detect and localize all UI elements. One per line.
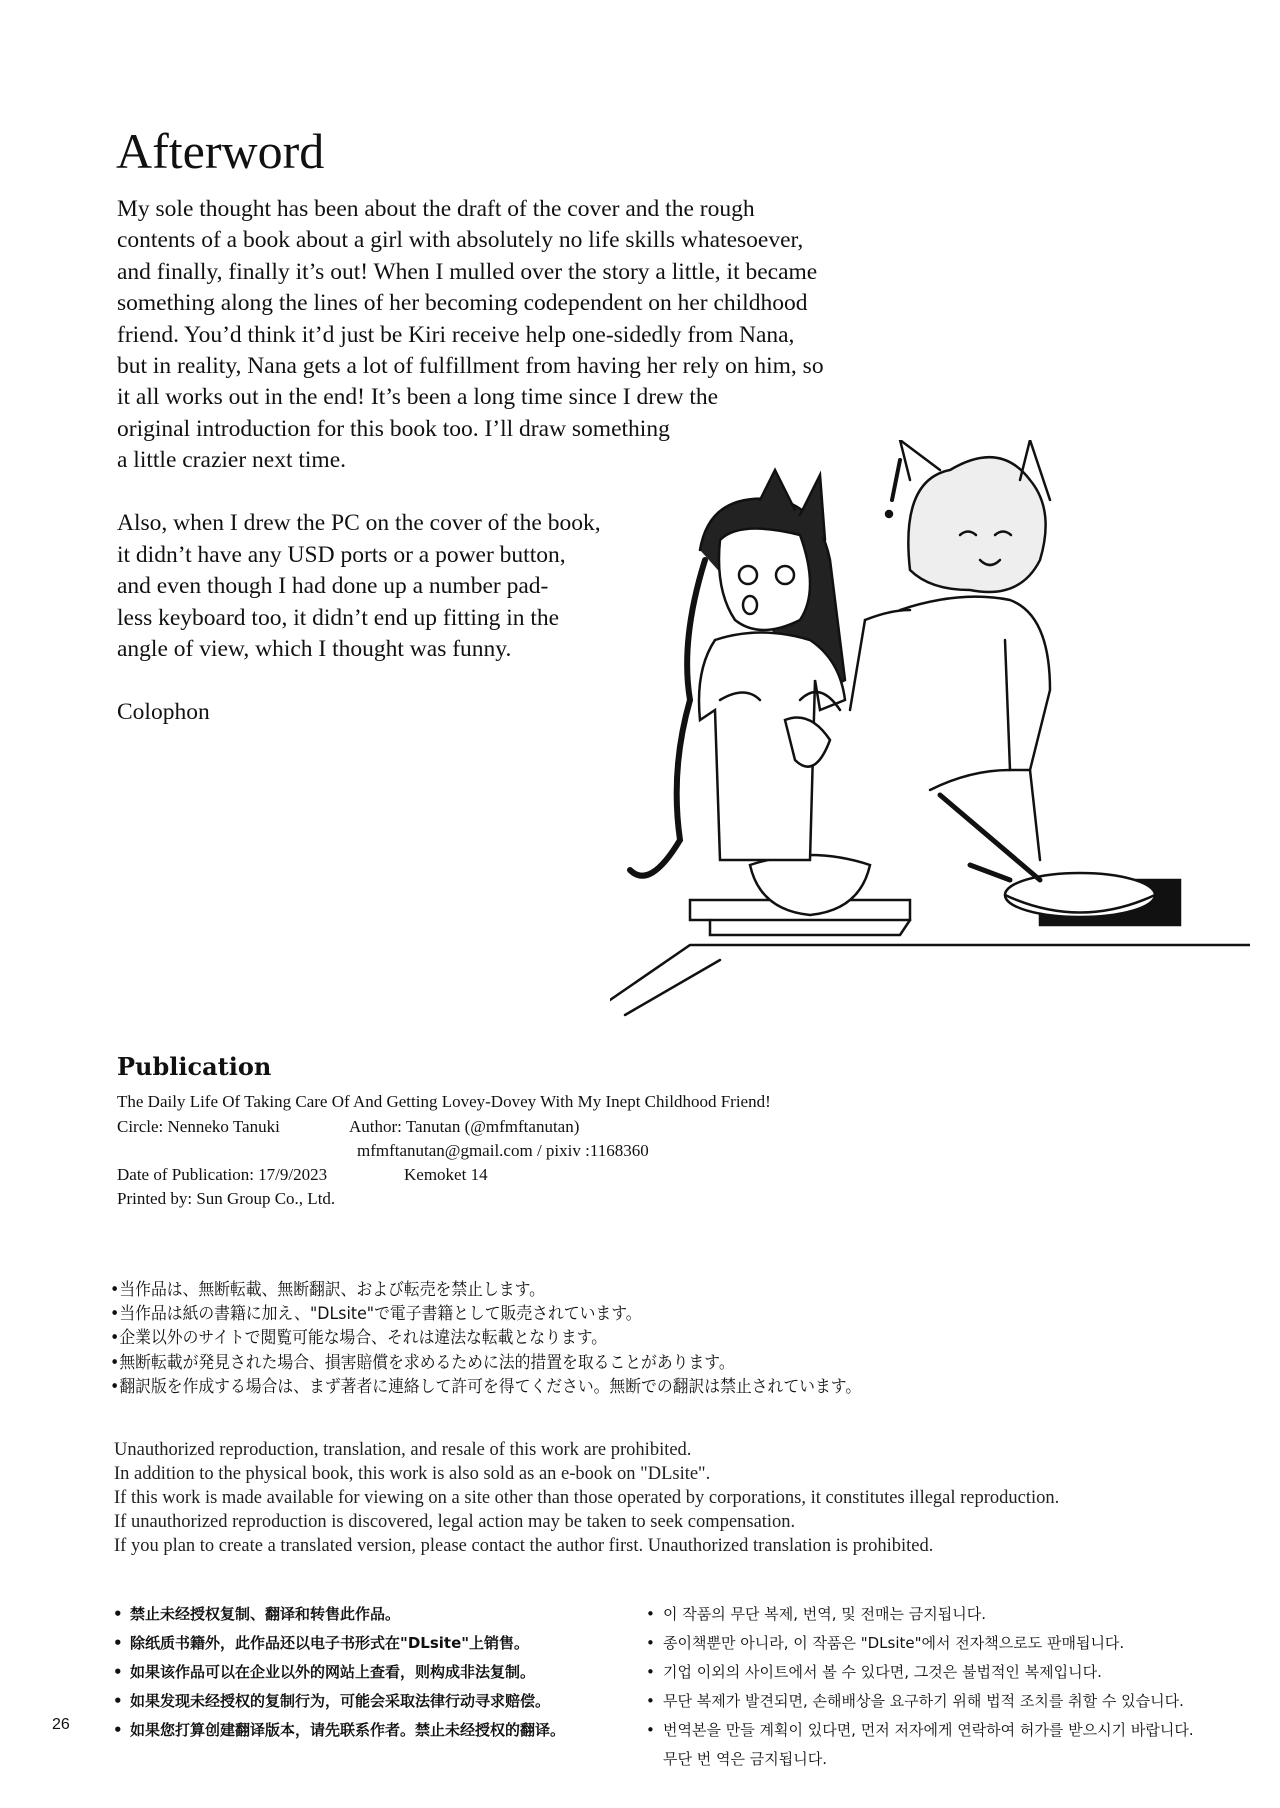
notice-en: If this work is made available for viewing on a site other than those operated by corporations, it constitutes illegal reproduction.: [114, 1488, 1060, 1508]
bullet: •: [113, 1605, 123, 1623]
body-line: angle of view, which I thought was funny.: [117, 636, 512, 662]
body-line: something along the lines of her becoming codependent on her childhood: [117, 290, 808, 316]
notice-ko: [646, 1632, 1124, 1653]
body-line: but in reality, Nana gets a lot of fulfillment from having her rely on him, so: [117, 353, 824, 379]
bullet: •: [113, 1634, 123, 1652]
cooking-illustration: [610, 440, 1250, 1040]
spatula: [940, 795, 1040, 880]
notice-en: If unauthorized reproduction is discovered, legal action may be taken to seek compensation.: [114, 1512, 796, 1532]
body-line: friend. You’d think it’d just be Kiri receive help one-sidedly from Nana,: [117, 322, 795, 348]
author-name: Author: Tanutan (@mfmftanutan): [349, 1117, 580, 1136]
exclamation-mark: [892, 460, 900, 500]
body-line: a little crazier next time.: [117, 447, 347, 473]
notice-zh: [113, 1661, 535, 1682]
notice-zh-text: 如果您打算创建翻译版本，请先联系作者。禁止未经授权的翻译。: [130, 1721, 566, 1739]
publication-date: Date of Publication: 17/9/2023: [117, 1165, 328, 1184]
page-number: 26: [52, 1716, 70, 1733]
afterword-title: Afterword: [116, 123, 325, 179]
notice-ko: 무단 번 역은 금지됩니다.: [663, 1750, 827, 1768]
girl-figure: [630, 470, 845, 876]
body-line: original introduction for this book too. I’ll draw something: [117, 416, 670, 442]
printer: Printed by: Sun Group Co., Ltd.: [117, 1189, 336, 1208]
colophon-label: Colophon: [117, 699, 210, 725]
notice-ko-text: 번역본을 만들 계획이 있다면, 먼저 저자에게 연락하여 허가를 받으시기 바랍니다.: [663, 1721, 1194, 1739]
body-line: contents of a book about a girl with absolutely no life skills whatesoever,: [117, 227, 804, 253]
notice-en: Unauthorized reproduction, translation, and resale of this work are prohibited.: [114, 1440, 692, 1460]
notice-ko-text: 종이책뿐만 아니라, 이 작품은 "DLsite"에서 전자책으로도 판매됩니다.: [663, 1634, 1125, 1652]
bowl: [750, 855, 870, 915]
notice-zh-text: 如果发现未经授权的复制行为，可能会采取法律行动寻求赔偿。: [130, 1692, 551, 1710]
publication-event: Kemoket 14: [404, 1165, 488, 1184]
body-line: it all works out in the end! It’s been a long time since I drew the: [117, 384, 719, 410]
notice-zh: [113, 1690, 550, 1711]
bullet: •: [113, 1663, 123, 1681]
notice-ja: •企業以外のサイトで閲覧可能な場合、それは違法な転載となります。: [110, 1328, 608, 1348]
publication-heading: Publication: [117, 1052, 272, 1081]
notice-ko: [646, 1719, 1194, 1740]
counter: [610, 945, 1250, 1000]
notice-ko: [646, 1661, 1102, 1682]
notice-zh-text: 除纸质书籍外，此作品还以电子书形式在"DLsite"上销售。: [130, 1634, 530, 1652]
body-line: My sole thought has been about the draft of the cover and the rough: [117, 196, 755, 222]
bullet: •: [646, 1634, 655, 1652]
bullet: •: [646, 1721, 655, 1739]
book-title: The Daily Life Of Taking Care Of And Getting Lovey-Dovey With My Inept Childhood Friend!: [117, 1092, 771, 1111]
notice-zh: [113, 1632, 529, 1653]
body-line: it didn’t have any USD ports or a power button,: [117, 542, 566, 568]
notice-ja: •翻訳版を作成する場合は、まず著者に連絡して許可を得てください。無断での翻訳は禁止されています。: [110, 1377, 862, 1397]
notice-ko: [646, 1603, 986, 1624]
notice-zh-text: 如果该作品可以在企业以外的网站上查看，则构成非法复制。: [130, 1663, 536, 1681]
notice-ko: [646, 1690, 1184, 1711]
body-line: and finally, finally it’s out! When I mulled over the story a little, it became: [117, 259, 818, 285]
notice-ja: •当作品は、無断転載、無断翻訳、および転売を禁止します。: [110, 1280, 545, 1300]
body-line: and even though I had done up a number pad-: [117, 573, 549, 599]
bullet: •: [646, 1663, 655, 1681]
bullet: •: [646, 1605, 655, 1623]
notice-en: If you plan to create a translated version, please contact the author first. Unauthorized translation is prohibited.: [114, 1536, 934, 1556]
frying-pan: [1005, 873, 1155, 917]
body-line: Also, when I drew the PC on the cover of the book,: [117, 510, 601, 536]
boy-figure: [850, 440, 1050, 860]
notice-ja: •当作品は紙の書籍に加え、"DLsite"で電子書籍として販売されています。: [110, 1304, 642, 1324]
notice-ko-text: 무단 복제가 발견되면, 손해배상을 요구하기 위해 법적 조치를 취할 수 있습니다.: [663, 1692, 1184, 1710]
notice-zh-text: 禁止未经授权复制、翻译和转售此作品。: [130, 1605, 401, 1623]
notice-ko-text: 이 작품의 무단 복제, 번역, 및 전매는 금지됩니다.: [663, 1605, 986, 1623]
notice-ja: •無断転載が発見された場合、損害賠償を求めるために法的措置を取ることがあります。: [110, 1353, 735, 1373]
bullet: •: [113, 1721, 123, 1739]
bullet: •: [113, 1692, 123, 1710]
notice-ko-text: 기업 이외의 사이트에서 볼 수 있다면, 그것은 불법적인 복제입니다.: [663, 1663, 1102, 1681]
author-contact: mfmftanutan@gmail.com / pixiv :1168360: [357, 1141, 649, 1160]
notice-zh: [113, 1719, 565, 1740]
circle-name: Circle: Nenneko Tanuki: [117, 1117, 280, 1136]
notice-zh: [113, 1603, 400, 1624]
bullet: •: [646, 1692, 655, 1710]
body-line: less keyboard too, it didn’t end up fitting in the: [117, 605, 560, 631]
notice-en: In addition to the physical book, this work is also sold as an e-book on "DLsite".: [114, 1464, 711, 1484]
